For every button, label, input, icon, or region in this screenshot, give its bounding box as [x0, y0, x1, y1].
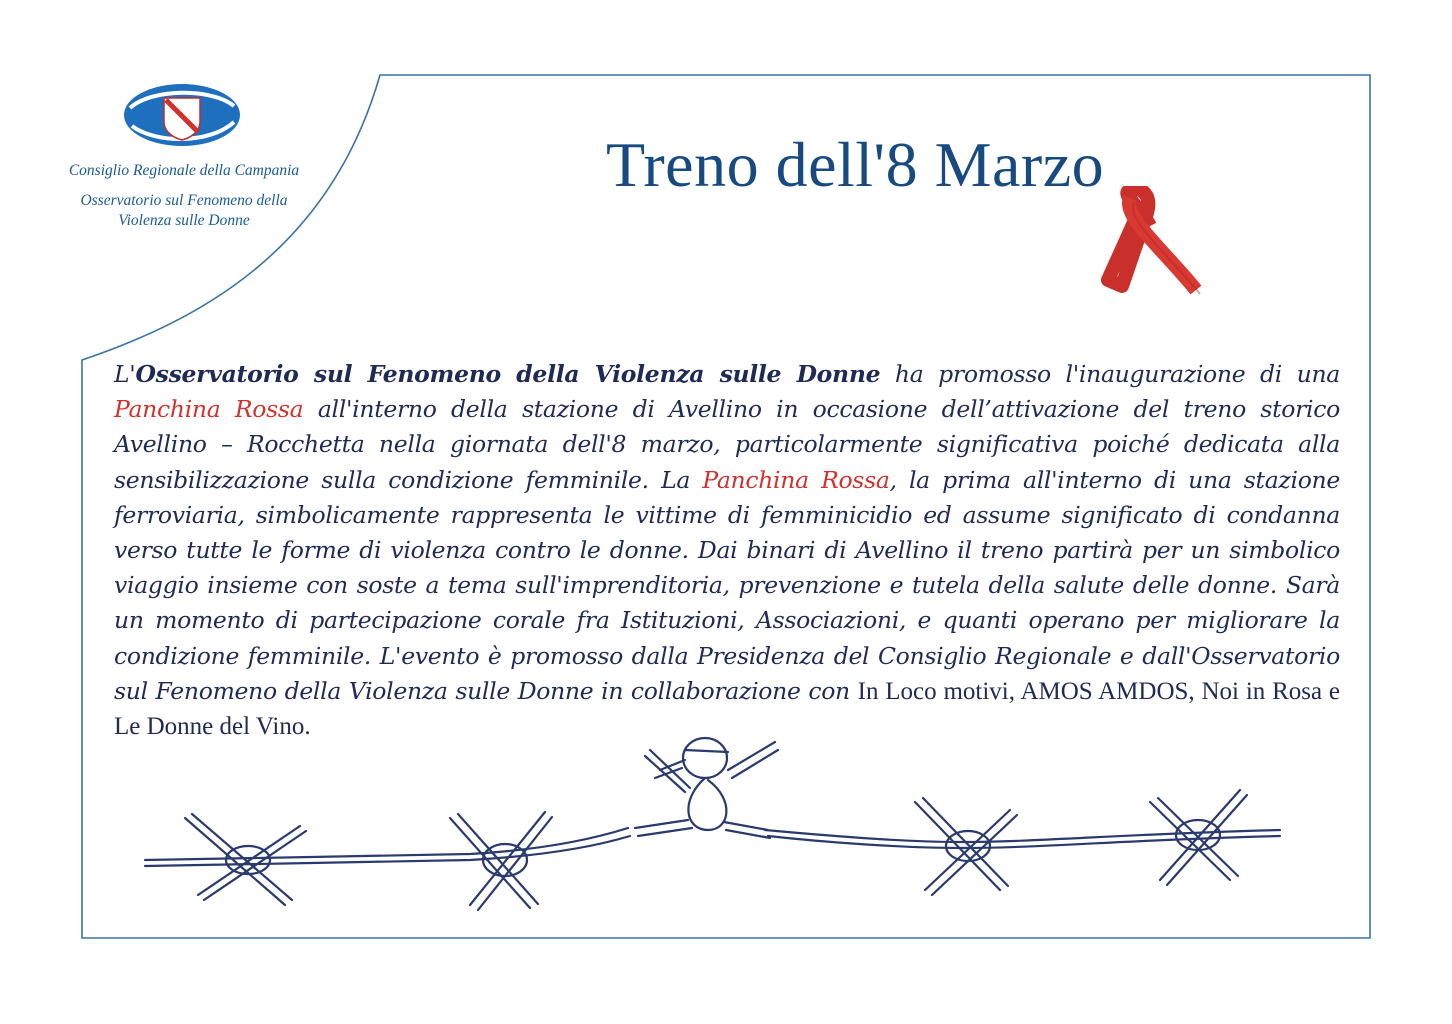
red-ribbon-icon [1100, 186, 1208, 302]
org-name: Consiglio Regionale della Campania [68, 162, 300, 179]
partners-list: In Loco motivi, AMOS AMDOS, Noi in Rosa e Le Donne del Vino. [114, 677, 1341, 741]
body-paragraph [114, 357, 1340, 744]
page-title: Treno dell'8 Marzo [606, 129, 1105, 200]
barbed-wire-illustration [140, 730, 1290, 920]
body-segment-a: ha promosso l'inaugurazione di una [880, 360, 1341, 388]
body-segment-c: , la prima all'interno di una stazione ferroviaria, simbolicamente rappresenta le vittime di femminicidio ed assume significato di condanna verso tutte le forme di violenza contro le donne. Dai binari di Avellino il treno partirà per un simbolico viaggio insieme con soste a tema sull'imprenditoria, prevenzione e tutela della salute delle donne. Sarà un momento di partecipazione corale fra Istituzioni, Associazioni, e quanti operano per migliorare la condizione femminile. L'evento è promosso dalla Presidenza del Consiglio Regionale e dall'Osservatorio sul Fenomeno della Violenza sulle Donne in collaborazione con [114, 465, 1340, 705]
body-lead: L' [114, 360, 136, 388]
regione-campania-logo [122, 82, 242, 148]
stick-figure [635, 738, 778, 838]
panchina-rossa-highlight: Panchina Rossa [114, 395, 304, 424]
observatory-name-line2: Violenza sulle Donne [118, 212, 250, 229]
body-segment-b: all'interno della stazione di Avellino in occasione dell’attivazione del treno storico Avellino – Rocchetta nella giornata dell'8 marzo, particolarmente significativa poiché dedicata alla sensibilizzazione sulla condizione femminile. La [114, 395, 1340, 494]
panchina-rossa-highlight-2: Panchina Rossa [702, 465, 890, 494]
observatory-bold: Osservatorio sul Fenomeno della Violenza sulle Donne [135, 360, 881, 388]
observatory-name [44, 191, 324, 231]
observatory-name-line1: Osservatorio sul Fenomeno della [80, 192, 288, 209]
